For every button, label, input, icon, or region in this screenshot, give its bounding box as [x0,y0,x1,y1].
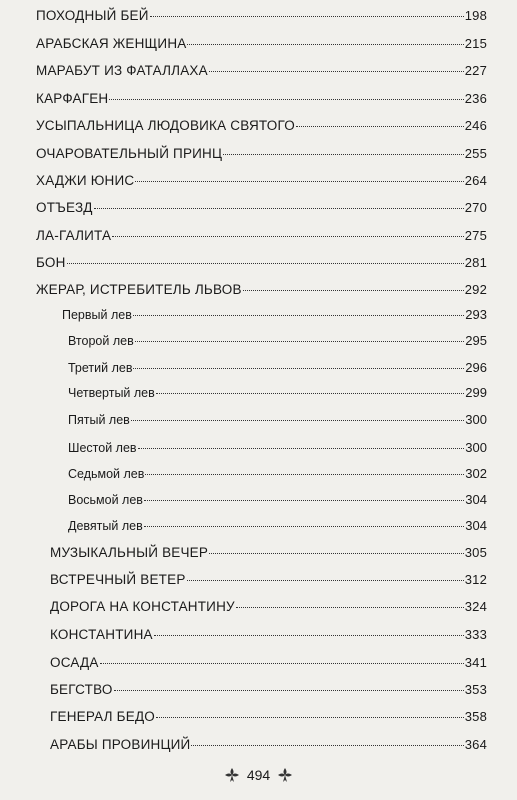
dot-leader [187,580,464,581]
toc-title: Четвертый лев [68,386,155,400]
toc-subentry [68,466,487,486]
dot-leader [209,71,464,72]
toc-title: Пятый лев [68,413,130,427]
dot-leader [135,181,463,182]
toc-subentry [68,360,487,380]
toc-title: ОТЪЕЗД [36,200,93,215]
toc-title: ВСТРЕЧНЫЙ ВЕТЕР [50,572,186,587]
dot-leader [187,44,463,45]
toc-title: АРАБСКАЯ ЖЕНЩИНА [36,36,187,51]
toc-page-number: 304 [465,518,487,533]
toc-page-number: 281 [464,255,487,270]
toc-entry [36,282,487,302]
dot-leader [156,393,465,394]
fleur-ornament-icon [223,766,241,784]
toc-page-number: 293 [465,307,487,322]
toc-page-number: 300 [465,412,487,427]
toc-title: БОН [36,255,66,270]
toc-page-number: 304 [465,492,487,507]
toc-title: Второй лев [68,334,134,348]
dot-leader [133,315,464,316]
dot-leader [100,663,464,664]
toc-page-number: 270 [464,200,487,215]
toc-entry [50,599,487,619]
toc-entry [50,682,487,702]
fleur-ornament-icon [276,766,294,784]
toc-title: ГЕНЕРАЛ БЕДО [50,709,155,724]
dot-leader [138,448,465,449]
toc-entry [36,200,487,220]
toc-entry [50,627,487,647]
toc-title: Третий лев [68,361,133,375]
toc-page-number: 333 [464,627,487,642]
toc-title: Восьмой лев [68,493,143,507]
toc-page-number: 353 [464,682,487,697]
toc-page-number: 358 [464,709,487,724]
toc-page-number: 300 [465,440,487,455]
toc-page-number: 227 [464,63,487,78]
toc-title: ПОХОДНЫЙ БЕЙ [36,8,149,23]
toc-page-number: 305 [464,545,487,560]
dot-leader [135,341,465,342]
toc-entry [50,655,487,675]
toc-page-number: 364 [464,737,487,752]
toc-title: ОЧАРОВАТЕЛЬНЫЙ ПРИНЦ [36,146,223,161]
toc-page-number: 299 [465,385,487,400]
toc-subentry [68,385,487,405]
dot-leader [131,420,464,421]
dot-leader [191,745,463,746]
dot-leader [223,154,464,155]
toc-entry [36,8,487,28]
toc-title: МАРАБУТ ИЗ ФАТАЛЛАХА [36,63,208,78]
toc-entry [36,173,487,193]
toc-page-number: 275 [464,228,487,243]
toc-page-number: 255 [464,146,487,161]
toc-title: ДОРОГА НА КОНСТАНТИНУ [50,599,235,614]
toc-page-number: 302 [465,466,487,481]
toc-title: ЖЕРАР, ИСТРЕБИТЕЛЬ ЛЬВОВ [36,282,242,297]
dot-leader [144,526,465,527]
toc-title: Девятый лев [68,519,143,533]
toc-page-number: 215 [464,36,487,51]
toc-page-number: 292 [464,282,487,297]
dot-leader [67,263,464,264]
dot-leader [144,500,464,501]
dot-leader [114,690,464,691]
toc-page-number: 246 [464,118,487,133]
dot-leader [94,208,464,209]
toc-subentry [62,307,487,327]
dot-leader [133,368,464,369]
toc-title: Первый лев [62,308,132,322]
dot-leader [145,474,464,475]
toc-title: КОНСТАНТИНА [50,627,153,642]
page-number: 494 [246,767,271,783]
dot-leader [236,607,464,608]
dot-leader [209,553,464,554]
toc-title: МУЗЫКАЛЬНЫЙ ВЕЧЕР [50,545,209,560]
dot-leader [296,126,464,127]
toc-title: Седьмой лев [68,467,145,481]
toc-entry [36,91,487,111]
toc-entry [50,709,487,729]
toc-subentry [68,412,487,432]
toc-title: КАРФАГЕН [36,91,109,106]
toc-page-number: 324 [464,599,487,614]
toc-entry [50,572,487,592]
toc-page-number: 236 [464,91,487,106]
dot-leader [156,717,464,718]
page-footer [0,766,517,784]
toc-title: БЕГСТВО [50,682,113,697]
toc-title: Шестой лев [68,441,137,455]
dot-leader [243,290,464,291]
toc-subentry [68,440,487,460]
toc-entry [36,63,487,83]
toc-title: УСЫПАЛЬНИЦА ЛЮДОВИКА СВЯТОГО [36,118,295,133]
toc-entry [50,545,487,565]
toc-title: ЛА-ГАЛИТА [36,228,112,243]
toc-page-number: 341 [464,655,487,670]
dot-leader [154,635,464,636]
toc-title: АРАБЫ ПРОВИНЦИЙ [50,737,191,752]
toc-title: ХАДЖИ ЮНИС [36,173,135,188]
dot-leader [112,236,463,237]
toc-title: ОСАДА [50,655,99,670]
toc-entry [36,255,487,275]
dot-leader [109,99,463,100]
toc-page-number: 296 [465,360,487,375]
toc-page-number: 295 [465,333,487,348]
toc-entry [36,146,487,166]
toc-page-number: 198 [464,8,487,23]
toc-subentry [68,518,487,538]
toc-entry [36,36,487,56]
toc-entry [50,737,487,757]
dot-leader [150,16,464,17]
toc-page-number: 264 [464,173,487,188]
toc-page-number: 312 [464,572,487,587]
toc-subentry [68,492,487,512]
toc-entry [36,118,487,138]
toc-entry [36,228,487,248]
toc-subentry [68,333,487,353]
